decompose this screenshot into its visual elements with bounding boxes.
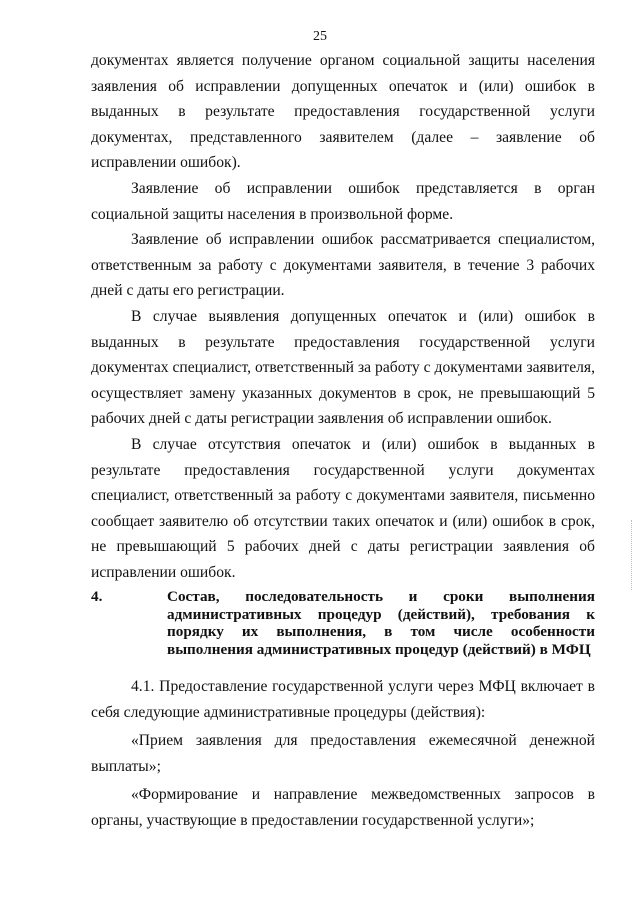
body-text bbox=[91, 48, 595, 585]
paragraph: «Прием заявления для предоставления ежемесячной денежной выплаты»; bbox=[91, 732, 595, 775]
paragraph: 4.1. Предоставление государственной услуги через МФЦ включает в себя следующие административные процедуры (действия): bbox=[91, 678, 595, 721]
paragraph: В случае отсутствия опечаток и (или) ошибок в выданных в результате предоставления государственной услуги документах специалист, ответственный за работу с документами заявителя, письменно сообщает заявителю об отсутствии таких опечаток и (или) ошибок в срок, не превышающий 5 рабочих дней с даты регистрации заявления об исправлении ошибок. bbox=[91, 435, 595, 581]
paragraph: «Формирование и направление межведомственных запросов в органы, участвующие в предоставлении государственной услуги»; bbox=[91, 786, 595, 829]
page-number: 25 bbox=[313, 29, 327, 44]
section-number: 4. bbox=[91, 588, 103, 605]
scan-artifact bbox=[631, 520, 634, 590]
paragraph: Заявление об исправлении ошибок рассматривается специалистом, ответственным за работу с документами заявителя, в течение 3 рабочих дней с даты его регистрации. bbox=[91, 231, 595, 300]
paragraph: В случае выявления допущенных опечаток и (или) ошибок в выданных в результате предоставления государственной услуги документах специалист, ответственный за работу с документами заявителя, осуществляет замену указанных документов в срок, не превышающий 5 рабочих дней с даты регистрации заявления об исправлении ошибок. bbox=[91, 307, 595, 428]
paragraph-continuation: документах является получение органом социальной защиты населения заявления об исправлении допущенных опечаток и (или) ошибок в выданных в результате предоставления государственной услуги документах, представленного заявителем (далее – заявление об исправлении ошибок). bbox=[91, 52, 595, 172]
paragraph: Заявление об исправлении ошибок представляется в орган социальной защиты населения в произвольной форме. bbox=[91, 179, 595, 223]
section-title: Состав, последовательность и сроки выполнения административных процедур (действий), требования к порядку их выполнения, в том числе особенности выполнения административных процедур (действий) в МФЦ bbox=[167, 588, 595, 658]
section-heading bbox=[91, 588, 595, 658]
section-body bbox=[91, 674, 595, 834]
